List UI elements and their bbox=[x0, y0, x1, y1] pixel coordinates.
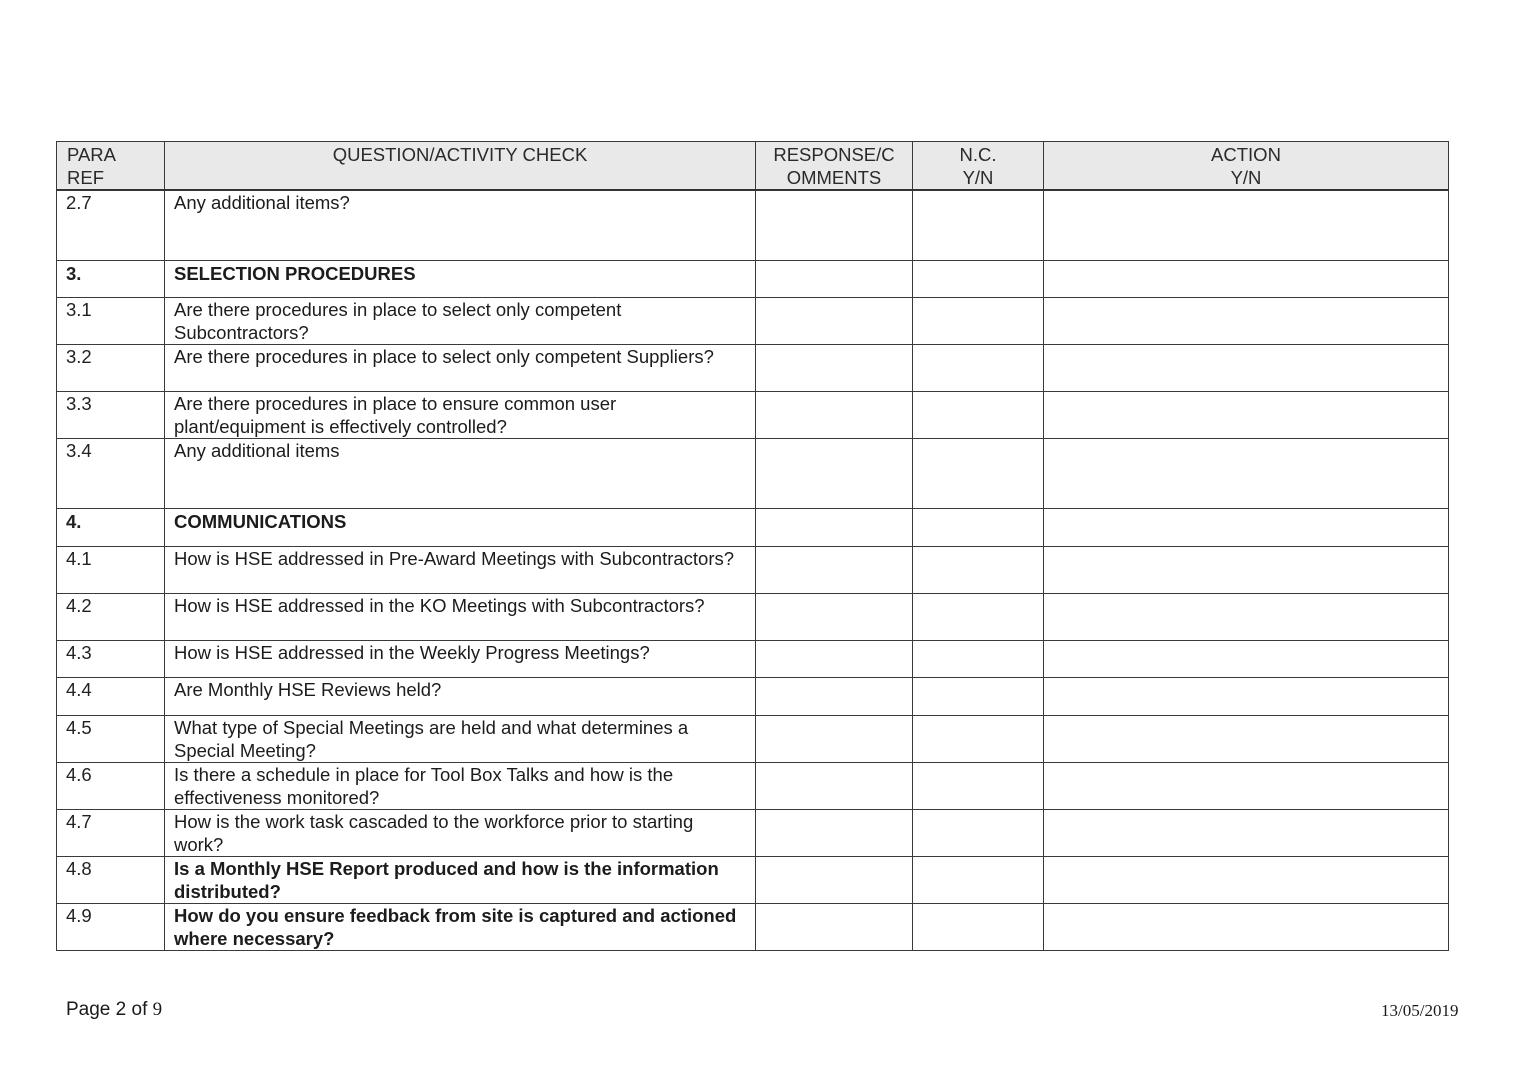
page-total: 9 bbox=[152, 999, 163, 1020]
action-cell[interactable] bbox=[1044, 640, 1449, 677]
question-cell: Is there a schedule in place for Tool Box Talks and how is the effectiveness monitored? bbox=[165, 762, 756, 809]
action-cell[interactable] bbox=[1044, 809, 1449, 856]
response-cell[interactable] bbox=[756, 809, 913, 856]
para-ref-cell: 4.1 bbox=[57, 546, 165, 593]
nc-cell[interactable] bbox=[913, 762, 1044, 809]
header-response-line1: RESPONSE/C bbox=[773, 144, 895, 165]
para-ref-cell: 4.5 bbox=[57, 715, 165, 762]
action-cell[interactable] bbox=[1044, 438, 1449, 508]
section-row-communications bbox=[57, 508, 1449, 546]
para-ref-cell: 4.9 bbox=[57, 903, 165, 950]
question-cell: How is the work task cascaded to the workforce prior to starting work? bbox=[165, 809, 756, 856]
section-row-selection-procedures bbox=[57, 260, 1449, 297]
page-number bbox=[66, 999, 162, 1021]
action-cell[interactable] bbox=[1044, 856, 1449, 903]
response-cell[interactable] bbox=[756, 715, 913, 762]
header-response bbox=[756, 142, 913, 191]
action-cell[interactable] bbox=[1044, 593, 1449, 640]
action-cell[interactable] bbox=[1044, 297, 1449, 344]
table-row bbox=[57, 715, 1449, 762]
question-cell: Are there procedures in place to select only competent Subcontractors? bbox=[165, 297, 756, 344]
para-ref-cell: 4.7 bbox=[57, 809, 165, 856]
nc-cell[interactable] bbox=[913, 190, 1044, 260]
response-cell[interactable] bbox=[756, 190, 913, 260]
nc-cell[interactable] bbox=[913, 344, 1044, 391]
table-row bbox=[57, 546, 1449, 593]
table-row bbox=[57, 762, 1449, 809]
action-cell[interactable] bbox=[1044, 391, 1449, 438]
question-cell: Is a Monthly HSE Report produced and how is the information distributed? bbox=[165, 856, 756, 903]
question-cell: Any additional items bbox=[165, 438, 756, 508]
action-cell[interactable] bbox=[1044, 762, 1449, 809]
para-ref-cell: 3.2 bbox=[57, 344, 165, 391]
page-number-label: Page 2 of bbox=[66, 999, 153, 1020]
table-row bbox=[57, 809, 1449, 856]
nc-cell[interactable] bbox=[913, 297, 1044, 344]
response-cell[interactable] bbox=[756, 856, 913, 903]
question-cell: Any additional items? bbox=[165, 190, 756, 260]
response-cell[interactable] bbox=[756, 677, 913, 715]
header-nc-line1: N.C. bbox=[959, 144, 997, 165]
action-cell[interactable] bbox=[1044, 344, 1449, 391]
nc-cell bbox=[913, 508, 1044, 546]
question-cell: Are Monthly HSE Reviews held? bbox=[165, 677, 756, 715]
nc-cell[interactable] bbox=[913, 856, 1044, 903]
para-ref-cell: 4.8 bbox=[57, 856, 165, 903]
header-para-ref-line1: PARA bbox=[67, 144, 117, 165]
nc-cell[interactable] bbox=[913, 677, 1044, 715]
nc-cell[interactable] bbox=[913, 640, 1044, 677]
document-date: 13/05/2019 bbox=[1381, 1001, 1459, 1020]
audit-checklist-table bbox=[56, 141, 1449, 951]
header-action-line1: ACTION bbox=[1211, 144, 1281, 165]
table-row bbox=[57, 856, 1449, 903]
table-row bbox=[57, 190, 1449, 260]
section-number: 4. bbox=[57, 508, 165, 546]
nc-cell[interactable] bbox=[913, 391, 1044, 438]
table-row bbox=[57, 640, 1449, 677]
para-ref-cell: 4.4 bbox=[57, 677, 165, 715]
table-row bbox=[57, 677, 1449, 715]
question-cell: How is HSE addressed in the Weekly Progress Meetings? bbox=[165, 640, 756, 677]
response-cell bbox=[756, 260, 913, 297]
action-cell[interactable] bbox=[1044, 190, 1449, 260]
header-action-line2: Y/N bbox=[1230, 167, 1262, 188]
section-title: COMMUNICATIONS bbox=[165, 508, 756, 546]
header-action bbox=[1044, 142, 1449, 191]
para-ref-cell: 2.7 bbox=[57, 190, 165, 260]
response-cell[interactable] bbox=[756, 903, 913, 950]
header-para-ref bbox=[57, 142, 165, 191]
nc-cell[interactable] bbox=[913, 546, 1044, 593]
para-ref-cell: 4.3 bbox=[57, 640, 165, 677]
action-cell bbox=[1044, 260, 1449, 297]
table-header-row bbox=[57, 142, 1449, 191]
response-cell[interactable] bbox=[756, 593, 913, 640]
response-cell bbox=[756, 508, 913, 546]
response-cell[interactable] bbox=[756, 391, 913, 438]
header-nc-line2: Y/N bbox=[962, 167, 994, 188]
header-nc bbox=[913, 142, 1044, 191]
question-cell: How do you ensure feedback from site is captured and actioned where necessary? bbox=[165, 903, 756, 950]
response-cell[interactable] bbox=[756, 762, 913, 809]
table-row bbox=[57, 903, 1449, 950]
header-question: QUESTION/ACTIVITY CHECK bbox=[165, 142, 756, 191]
header-response-line2: OMMENTS bbox=[786, 167, 882, 188]
table-row bbox=[57, 391, 1449, 438]
para-ref-cell: 3.4 bbox=[57, 438, 165, 508]
action-cell[interactable] bbox=[1044, 546, 1449, 593]
section-number: 3. bbox=[57, 260, 165, 297]
nc-cell[interactable] bbox=[913, 715, 1044, 762]
para-ref-cell: 4.6 bbox=[57, 762, 165, 809]
para-ref-cell: 3.3 bbox=[57, 391, 165, 438]
action-cell[interactable] bbox=[1044, 715, 1449, 762]
response-cell[interactable] bbox=[756, 640, 913, 677]
response-cell[interactable] bbox=[756, 546, 913, 593]
table-row bbox=[57, 438, 1449, 508]
question-cell: How is HSE addressed in Pre-Award Meetings with Subcontractors? bbox=[165, 546, 756, 593]
action-cell bbox=[1044, 508, 1449, 546]
action-cell[interactable] bbox=[1044, 903, 1449, 950]
action-cell[interactable] bbox=[1044, 677, 1449, 715]
table-row bbox=[57, 297, 1449, 344]
nc-cell[interactable] bbox=[913, 903, 1044, 950]
section-title: SELECTION PROCEDURES bbox=[165, 260, 756, 297]
para-ref-cell: 4.2 bbox=[57, 593, 165, 640]
question-cell: What type of Special Meetings are held and what determines a Special Meeting? bbox=[165, 715, 756, 762]
header-para-ref-line2: REF bbox=[67, 167, 104, 188]
question-cell: Are there procedures in place to select only competent Suppliers? bbox=[165, 344, 756, 391]
nc-cell[interactable] bbox=[913, 809, 1044, 856]
question-cell: How is HSE addressed in the KO Meetings with Subcontractors? bbox=[165, 593, 756, 640]
response-cell[interactable] bbox=[756, 438, 913, 508]
response-cell[interactable] bbox=[756, 297, 913, 344]
nc-cell[interactable] bbox=[913, 593, 1044, 640]
para-ref-cell: 3.1 bbox=[57, 297, 165, 344]
table-row bbox=[57, 344, 1449, 391]
nc-cell[interactable] bbox=[913, 438, 1044, 508]
response-cell[interactable] bbox=[756, 344, 913, 391]
table-row bbox=[57, 593, 1449, 640]
question-cell: Are there procedures in place to ensure common user plant/equipment is effectively controlled? bbox=[165, 391, 756, 438]
nc-cell bbox=[913, 260, 1044, 297]
